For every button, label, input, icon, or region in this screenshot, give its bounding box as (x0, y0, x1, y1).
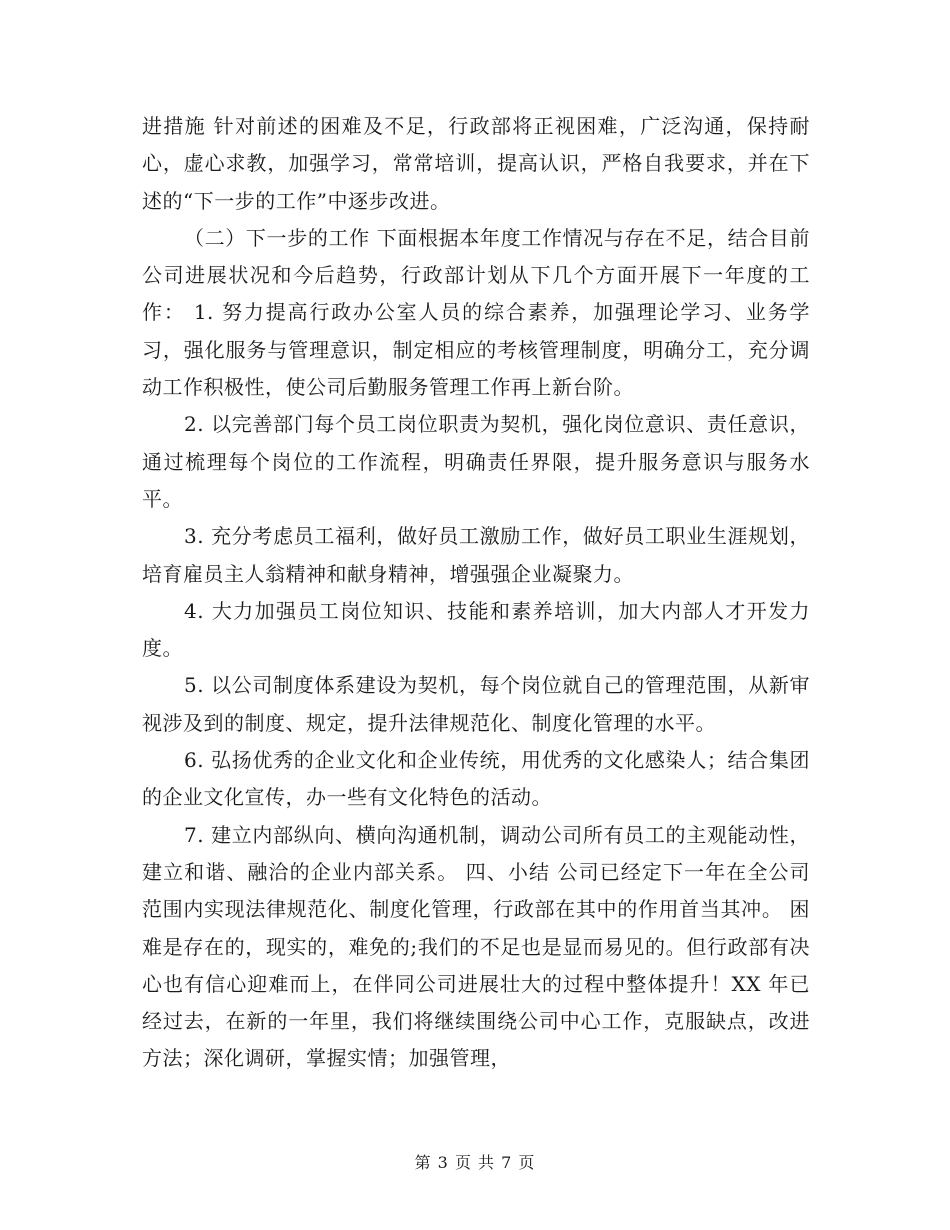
paragraph-item-3: 3. 充分考虑员工福利，做好员工激励工作，做好员工职业生涯规划，培育雇员主人翁精神和献身精神，增强强企业凝聚力。 (142, 524, 810, 586)
paragraph-item-6: 6. 弘扬优秀的企业文化和企业传统，用优秀的文化感染人；结合集团的企业文化宣传，办一些有文化特色的活动。 (142, 748, 810, 810)
paragraph-item-7-summary: 7. 建立内部纵向、横向沟通机制，调动公司所有员工的主观能动性，建立和谐、融洽的企业内部关系。 四、小结 公司已经定下一年在全公司范围内实现法律规范化、制度化管理，行政部在其中的作用首当其冲。 困难是存在的，现实的，难免的;我们的不足也是显而易见的。但行政部有决心也有信心迎难而上，在伴同公司进展壮大的过程中整体提升！XX 年已经过去，在新的一年里，我们将继续围绕公司中心工作，克服缺点，改进方法；深化调研，掌握实情；加强管理， (142, 822, 810, 1071)
paragraph-item-2: 2. 以完善部门每个员工岗位职责为契机，强化岗位意识、责任意识，通过梳理每个岗位的工作流程，明确责任界限，提升服务意识与服务水平。 (142, 412, 810, 511)
document-body (142, 108, 810, 1078)
paragraph-item-5: 5. 以公司制度体系建设为契机，每个岗位就自己的管理范围，从新审视涉及到的制度、规定，提升法律规范化、制度化管理的水平。 (142, 673, 810, 735)
paragraph-improvement-measures: 进措施 针对前述的困难及不足，行政部将正视困难，广泛沟通，保持耐心，虚心求教，加强学习，常常培训，提高认识，严格自我要求，并在下述的“下一步的工作”中逐步改进。 (142, 114, 810, 213)
paragraph-item-4: 4. 大力加强员工岗位知识、技能和素养培训，加大内部人才开发力度。 (142, 598, 810, 661)
page-footer: 第 3 页 共 7 页 (414, 1153, 536, 1172)
paragraph-next-steps: （二）下一步的工作 下面根据本年度工作情况与存在不足，结合目前公司进展状况和今后趋势，行政部计划从下几个方面开展下一年度的工作： 1. 努力提高行政办公室人员的综合素养，加强理论学习、业务学习，强化服务与管理意识，制定相应的考核管理制度，明确分工，充分调动工作积极性，使公司后勤服务管理工作再上新台阶。 (142, 225, 810, 400)
